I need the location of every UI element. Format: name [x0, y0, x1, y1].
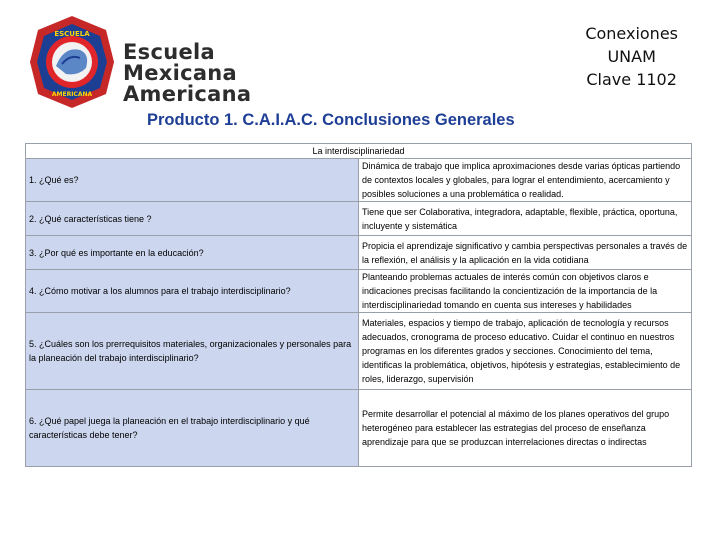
school-name-line1: Escuela [123, 40, 215, 64]
seal-top-text: ESCUELA [54, 30, 90, 38]
question-cell: 4. ¿Cómo motivar a los alumnos para el trabajo interdisciplinario? [26, 270, 359, 313]
question-cell: 1. ¿Qué es? [26, 159, 359, 202]
table-row [26, 313, 692, 390]
table-row [26, 202, 692, 236]
corner-label [585, 22, 678, 91]
question-cell: 5. ¿Cuáles son los prerrequisitos materiales, organizacionales y personales para la planeación del trabajo interdisciplinario? [26, 313, 359, 390]
school-seal-icon [28, 14, 116, 110]
corner-line2: UNAM [607, 47, 656, 66]
conclusions-table [25, 143, 692, 467]
school-name-line2: Mexicana [123, 61, 238, 85]
answer-cell: Dinámica de trabajo que implica aproximaciones desde varias ópticas partiendo de contextos locales y globales, para lograr el entendimiento, acercamiento y posibles soluciones a una problemática o realidad. [359, 159, 692, 202]
question-cell: 2. ¿Qué características tiene ? [26, 202, 359, 236]
corner-line1: Conexiones [585, 24, 678, 43]
school-logo [28, 14, 252, 110]
answer-cell: Propicia el aprendizaje significativo y cambia perspectivas personales a través de la reflexión, el análisis y la aplicación en la vida cotidiana [359, 236, 692, 270]
question-cell: 3. ¿Por qué es importante en la educación? [26, 236, 359, 270]
answer-cell: Materiales, espacios y tiempo de trabajo, aplicación de tecnología y recursos adecuados, cronograma de proceso educativo. Cuidar el continuo en nuestros programas en los diferentes grados y secciones. Conocimiento del tema, identificas la problemática, objetivos, hipótesis y estrategias, establecimiento de roles, liderazgo, supervisión [359, 313, 692, 390]
table-row [26, 236, 692, 270]
corner-line3: Clave 1102 [586, 70, 677, 89]
table-row [26, 159, 692, 202]
school-name-line3: Americana [123, 82, 252, 106]
seal-bottom-text: AMERICANA [51, 91, 93, 98]
table-header: La interdisciplinariedad [26, 144, 692, 159]
answer-cell: Planteando problemas actuales de interés común con objetivos claros e indicaciones precisas facilitando la concientización de la importancia de la interdisciplinariedad tomando en cuenta sus intereses y habilidades [359, 270, 692, 313]
table-row [26, 270, 692, 313]
answer-cell: Permite desarrollar el potencial al máximo de los planes operativos del grupo heterogéneo para establecer las estrategias del proceso de enseñanza aprendizaje para que se produzcan interrelaciones directas o indirectas [359, 390, 692, 467]
table-header-row [26, 144, 692, 159]
answer-cell: Tiene que ser Colaborativa, integradora, adaptable, flexible, práctica, oportuna, incluyente y sistemática [359, 202, 692, 236]
school-name [123, 42, 251, 105]
page-title: Producto 1. C.A.I.A.C. Conclusiones Generales [147, 111, 515, 129]
table-row [26, 390, 692, 467]
question-cell: 6. ¿Qué papel juega la planeación en el trabajo interdisciplinario y qué características debe tener? [26, 390, 359, 467]
